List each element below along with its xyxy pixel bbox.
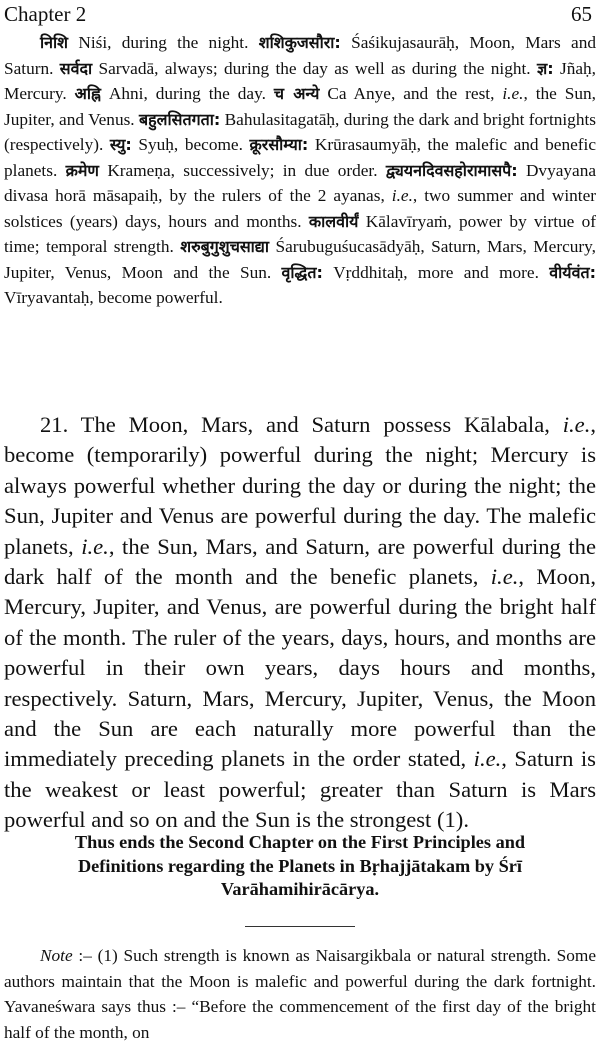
- sanskrit-term: शरुबुगुशुचसाद्या: [180, 237, 270, 256]
- sanskrit-term: स्यु:: [109, 135, 132, 154]
- verse-text: , the Sun, Mars, and Saturn, are powerful during the dark half of the month and the benefic planets,: [4, 533, 597, 590]
- gloss-text: Ahni, during the day.: [100, 84, 274, 103]
- gloss-text: Krūrasaumyāḥ, the malefic and benefic planets.: [4, 135, 597, 180]
- italic-ie: i.e.: [562, 412, 591, 437]
- sanskrit-term: कालवीर्यं: [308, 211, 359, 231]
- sanskrit-term: सर्वदा: [59, 58, 93, 78]
- gloss-text: Sarvadā, always; during the day as well as during the night.: [92, 58, 537, 78]
- commentary-paragraph: [4, 30, 596, 311]
- footnote: [4, 943, 596, 1045]
- sanskrit-term: अह्नि: [74, 84, 101, 103]
- chapter-colophon: [20, 831, 580, 902]
- sanskrit-term: क्रूरसौम्या:: [249, 135, 309, 154]
- running-head-chapter: Chapter 2: [4, 2, 87, 26]
- note-label: Note: [40, 946, 73, 965]
- gloss-text: Syuḥ, become.: [131, 135, 250, 154]
- sanskrit-term: ज्ञ:: [536, 58, 554, 78]
- italic-ie: i.e.: [502, 84, 524, 103]
- gloss-text: Dvyayana divasa horā māsapaiḥ, by the rulers of the 2 ayanas,: [4, 160, 597, 205]
- verse-text: , Saturn is the weakest or least powerful; greater than Saturn is Mars powerful and so on and the Sun is the strongest (1).: [4, 746, 596, 833]
- verse-21-translation: [4, 410, 596, 836]
- gloss-text: Ca Anye, and the rest,: [319, 84, 503, 103]
- sanskrit-term: बहुलसितगता:: [139, 109, 221, 129]
- verse-paragraph: [4, 410, 596, 836]
- sanskrit-term: क्रमेण: [65, 160, 100, 180]
- sanskrit-term: शशिकुजसौरा:: [258, 33, 341, 52]
- gloss-text: Kālavīryaṁ, power by virtue of time; temporal strength.: [4, 211, 596, 256]
- gloss-text: , two summer and winter solstices (years) days, hours and months.: [4, 186, 596, 231]
- page-header: [0, 0, 600, 30]
- colophon-line: Varāhamihirācārya.: [220, 879, 380, 899]
- sanskrit-term: द्व्ययनदिवसहोरामासपै:: [385, 160, 518, 180]
- italic-ie: i.e.: [391, 186, 413, 205]
- gloss-text: Śarubuguśucasādyāḥ, Saturn, Mars, Mercury, Jupiter, Venus, Moon and the Sun.: [4, 237, 596, 282]
- gloss-text: Jñaḥ, Mercury.: [4, 58, 596, 103]
- colophon-line: Thus ends the Second Chapter on the First Principles and: [74, 832, 526, 852]
- italic-ie: i.e.: [473, 746, 502, 772]
- gloss-text: Vīryavantaḥ, become powerful.: [4, 288, 223, 307]
- sanskrit-term: च अन्ये: [273, 84, 320, 103]
- gloss-text: Śaśikujasaurāḥ, Moon, Mars and Saturn.: [4, 33, 596, 78]
- note-paragraph: [4, 943, 596, 1045]
- gloss-text: Vṛddhitaḥ, more and more.: [322, 262, 550, 282]
- gloss-text: , the Sun, Jupiter, and Venus.: [4, 84, 596, 129]
- verse-text: 21. The Moon, Mars, and Saturn possess Kālabala,: [40, 412, 563, 437]
- verse-text: , Moon, Mercury, Jupiter, and Venus, are powerful during the bright half of the month. The ruler of the years, days, hours, and months are powerful in their own years, days hours and months, respectively. Saturn, Mars, Mercury, Jupiter, Venus, the Moon and the Sun are each naturally more powerful than the immediately preceding planets in the order stated,: [4, 564, 596, 772]
- colophon-line: Definitions regarding the Planets in Bṛhajjātakam by Śrī: [77, 855, 522, 876]
- word-by-word-commentary: [4, 30, 596, 311]
- page-number: 65: [571, 2, 592, 26]
- italic-ie: i.e.: [81, 533, 109, 559]
- italic-ie: i.e.: [490, 564, 519, 590]
- sanskrit-term: वृद्धित:: [281, 262, 323, 282]
- sanskrit-term: निशि: [40, 33, 69, 52]
- note-text: :– (1) Such strength is known as Naisargikbala or natural strength. Some authors maintain that the Moon is malefic and powerful during the dark fortnight. Yavaneśwara says thus :– “Before the commencement of the first day of the bright half of the month, on: [4, 946, 596, 1042]
- gloss-text: Bahulasitagatāḥ, during the dark and bright fortnights (respectively).: [4, 109, 596, 154]
- gloss-text: Niśi, during the night.: [68, 33, 259, 52]
- sanskrit-term: वीर्यवंत:: [549, 262, 596, 282]
- verse-text: , become (temporarily) powerful during the night; Mercury is always powerful whether during the day or during the night; the Sun, Jupiter and Venus are powerful during the day. The malefic planets,: [4, 412, 596, 559]
- section-divider: [245, 926, 355, 927]
- gloss-text: Kramеṇa, successively; in due order.: [99, 160, 386, 180]
